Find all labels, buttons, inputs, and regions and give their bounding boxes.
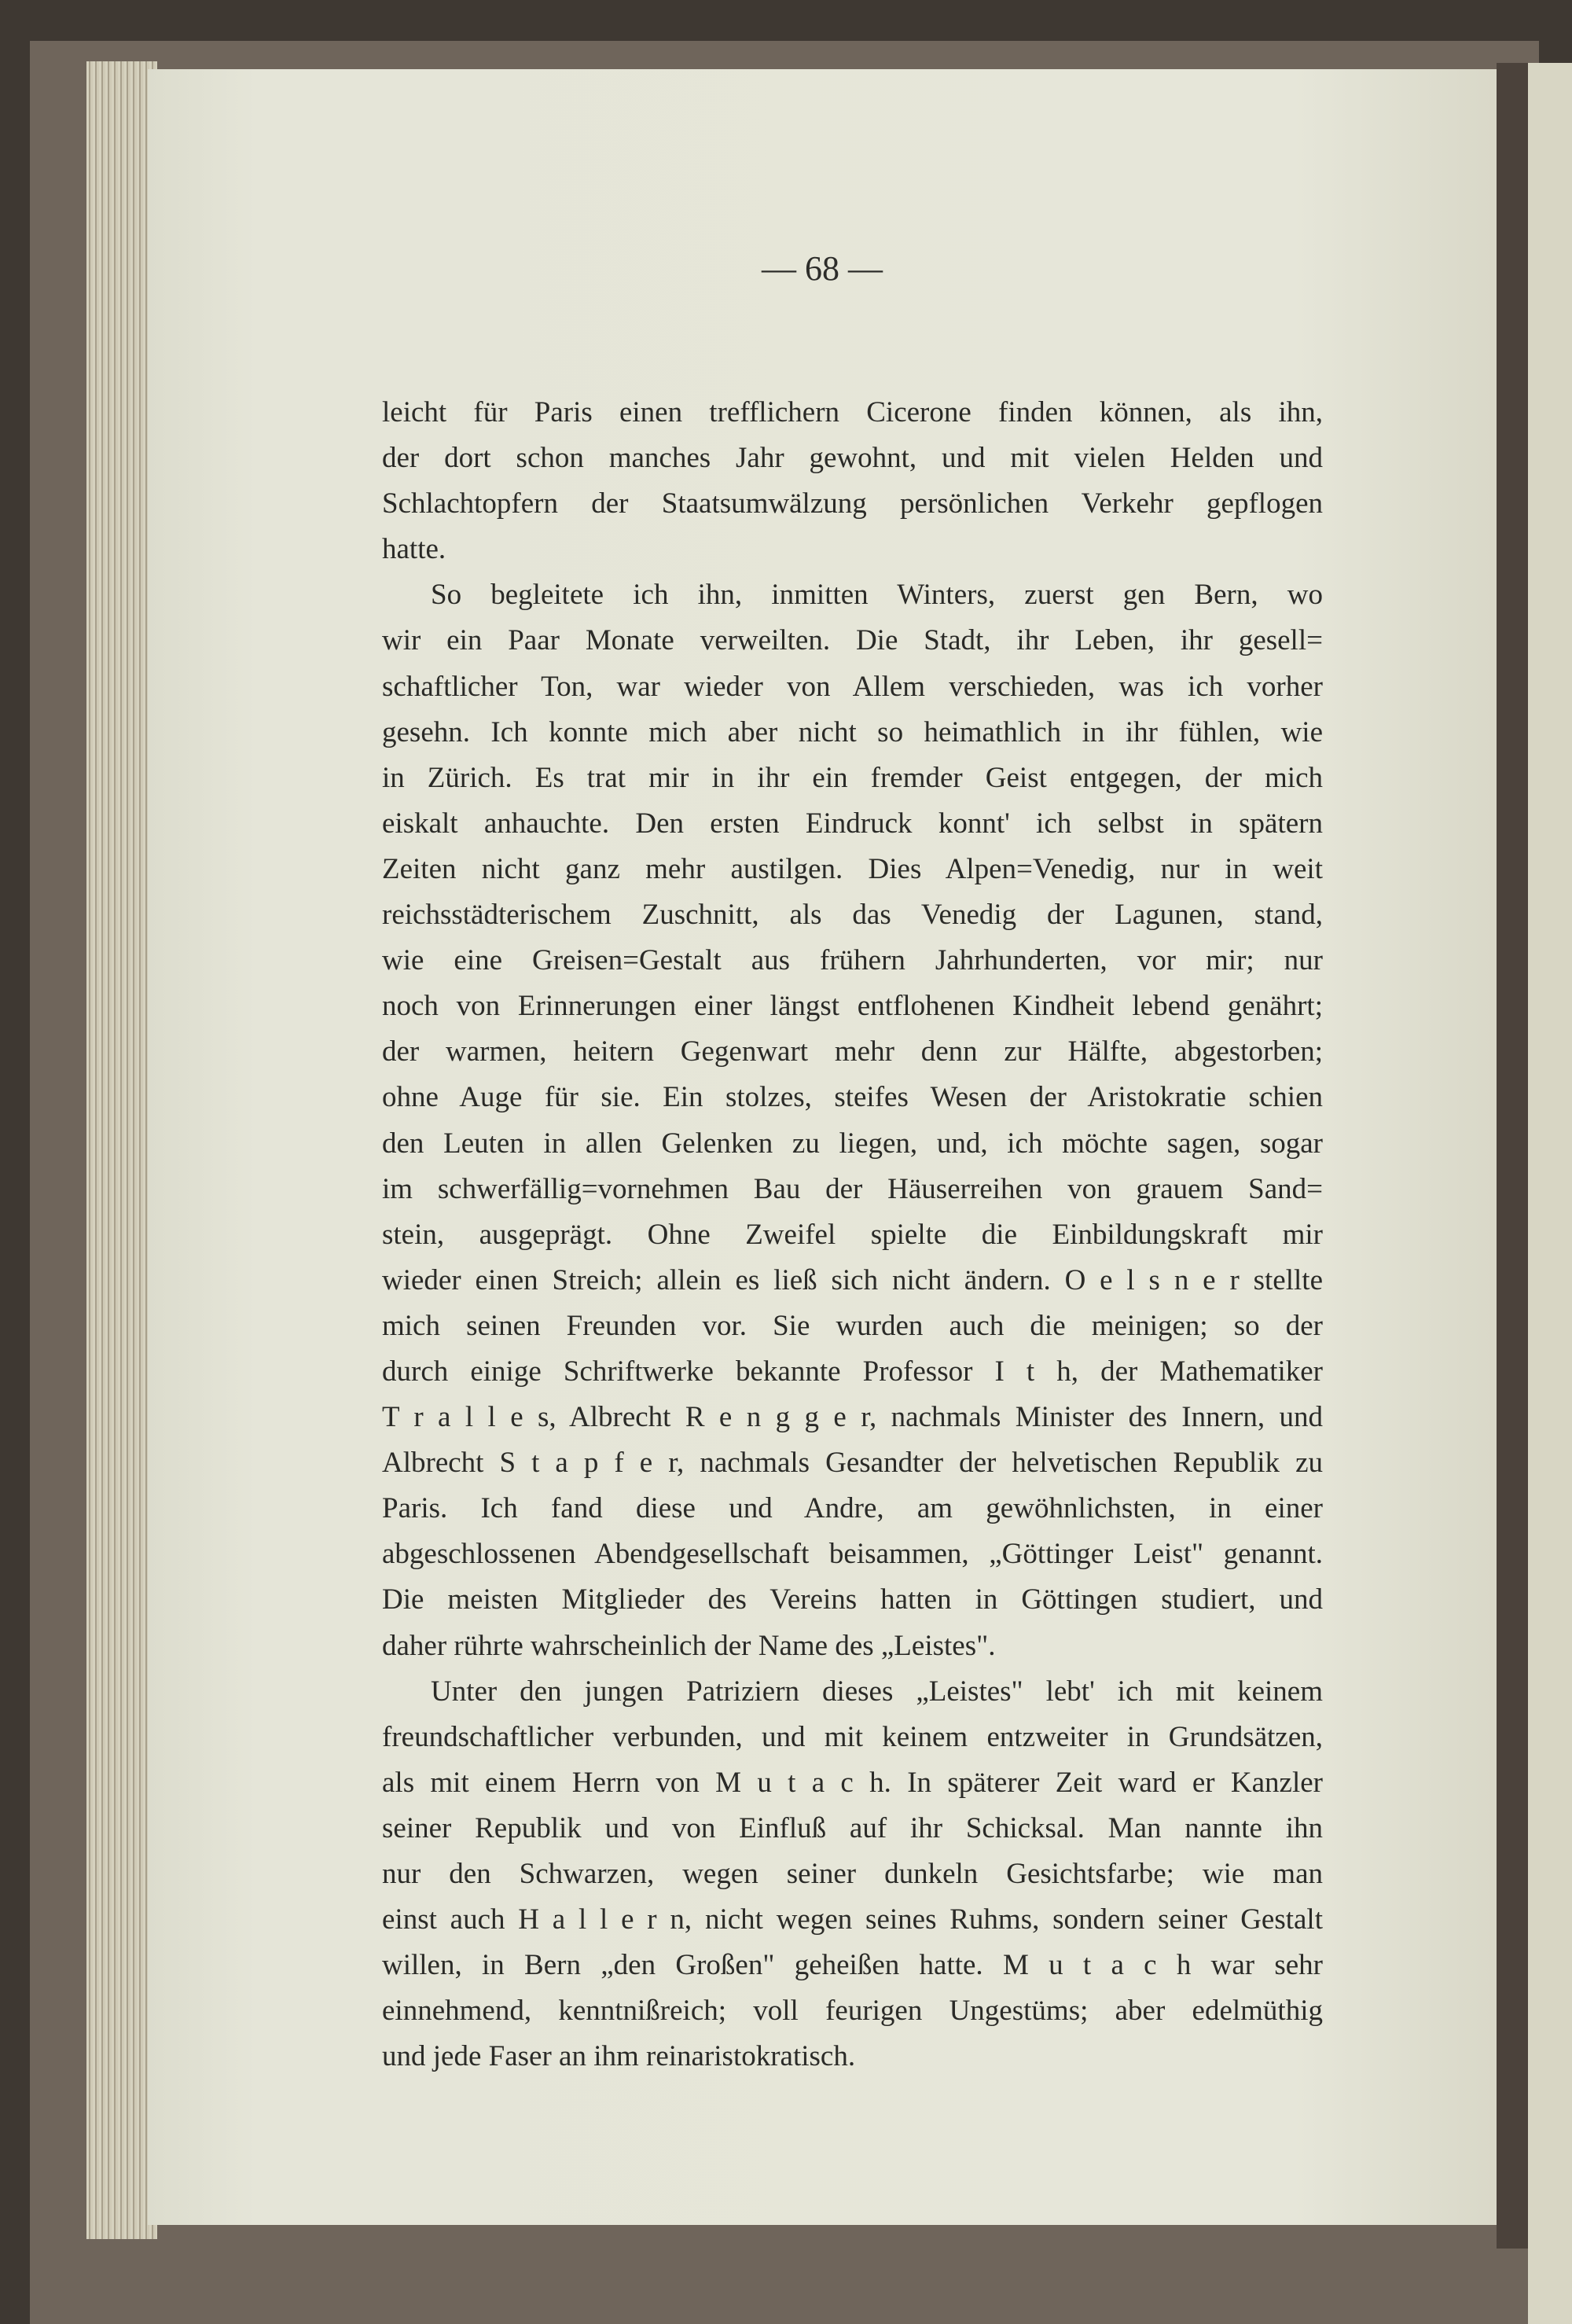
text-line: Unter den jungen Patriziern dieses „Leistes" lebt' ich mit keinem xyxy=(431,1675,1323,1708)
text-line: Paris. Ich fand diese und Andre, am gewöhnlichsten, in einer xyxy=(382,1492,1323,1525)
text-line: ohne Auge für sie. Ein stolzes, steifes Wesen der Aristokratie schien xyxy=(382,1081,1323,1114)
text-line: abgeschlossenen Abendgesellschaft beisammen, „Göttinger Leist" genannt. xyxy=(382,1538,1323,1571)
paragraph xyxy=(382,572,1323,1668)
text-line: der warmen, heitern Gegenwart mehr denn zur Hälfte, abgestorben; xyxy=(382,1035,1323,1068)
text-line: wie eine Greisen=Gestalt aus frühern Jahrhunderten, vor mir; nur xyxy=(382,944,1323,977)
text-line: im schwerfällig=vornehmen Bau der Häuserreihen von grauem Sand= xyxy=(382,1172,1323,1205)
text-line: freundschaftlicher verbunden, und mit keinem entzweiter in Grundsätzen, xyxy=(382,1720,1323,1753)
text-line: Die meisten Mitglieder des Vereins hatten in Göttingen studiert, und xyxy=(382,1583,1323,1616)
text-line: als mit einem Herrn von M u t a c h. In späterer Zeit ward er Kanzler xyxy=(382,1766,1323,1799)
text-line: Zeiten nicht ganz mehr austilgen. Dies Alpen=Venedig, nur in weit xyxy=(382,852,1323,885)
text-line: und jede Faser an ihm reinaristokratisch. xyxy=(382,2040,856,2073)
text-line: T r a l l e s, Albrecht R e n g g e r, nachmals Minister des Innern, und xyxy=(382,1401,1323,1434)
book-gutter xyxy=(1497,63,1528,2249)
page-number: — 68 — xyxy=(762,249,883,288)
text-line: So begleitete ich ihn, inmitten Winters, zuerst gen Bern, wo xyxy=(431,579,1323,612)
text-line: seiner Republik und von Einfluß auf ihr Schicksal. Man nannte ihn xyxy=(382,1811,1323,1844)
text-line: durch einige Schriftwerke bekannte Professor I t h, der Mathematiker xyxy=(382,1355,1323,1388)
text-line: schaftlicher Ton, war wieder von Allem verschieden, was ich vorher xyxy=(382,670,1323,703)
text-line: willen, in Bern „den Großen" geheißen hatte. M u t a c h war sehr xyxy=(382,1949,1323,1982)
text-line: wieder einen Streich; allein es ließ sich nicht ändern. O e l s n e r stellte xyxy=(382,1263,1323,1296)
book-page xyxy=(148,69,1497,2225)
text-line: daher rührte wahrscheinlich der Name des „Leistes". xyxy=(382,1629,996,1662)
text-line: einst auch H a l l e r n, nicht wegen seines Ruhms, sondern seiner Gestalt xyxy=(382,1903,1323,1936)
text-line: Schlachtopfern der Staatsumwälzung persönlichen Verkehr gepflogen xyxy=(382,487,1323,520)
text-line: nur den Schwarzen, wegen seiner dunkeln Gesichtsfarbe; wie man xyxy=(382,1858,1323,1890)
text-line: in Zürich. Es trat mir in ihr ein fremder Geist entgegen, der mich xyxy=(382,761,1323,794)
facing-page-edge xyxy=(1528,63,1572,2324)
text-line: den Leuten in allen Gelenken zu liegen, und, ich möchte sagen, sogar xyxy=(382,1127,1323,1160)
paragraph xyxy=(382,1669,1323,2080)
body-text xyxy=(382,390,1323,2079)
text-line: gesehn. Ich konnte mich aber nicht so heimathlich in ihr fühlen, wie xyxy=(382,715,1323,748)
text-line: eiskalt anhauchte. Den ersten Eindruck konnt' ich selbst in spätern xyxy=(382,807,1323,840)
text-line: stein, ausgeprägt. Ohne Zweifel spielte die Einbildungskraft mir xyxy=(382,1218,1323,1251)
text-line: Albrecht S t a p f e r, nachmals Gesandter der helvetischen Republik zu xyxy=(382,1447,1323,1480)
text-line: der dort schon manches Jahr gewohnt, und mit vielen Helden und xyxy=(382,442,1323,475)
paragraph xyxy=(382,390,1323,572)
text-line: noch von Erinnerungen einer längst entflohenen Kindheit lebend genährt; xyxy=(382,990,1323,1023)
text-line: leicht für Paris einen trefflichern Cicerone finden können, als ihn, xyxy=(382,396,1323,428)
text-line: hatte. xyxy=(382,533,446,566)
text-line: mich seinen Freunden vor. Sie wurden auch die meinigen; so der xyxy=(382,1309,1323,1342)
text-line: wir ein Paar Monate verweilten. Die Stadt, ihr Leben, ihr gesell= xyxy=(382,624,1323,657)
text-line: reichsstädterischem Zuschnitt, als das Venedig der Lagunen, stand, xyxy=(382,899,1323,932)
page-stack-edge xyxy=(86,61,157,2239)
text-line: einnehmend, kenntnißreich; voll feurigen Ungestüms; aber edelmüthig xyxy=(382,1995,1323,2028)
